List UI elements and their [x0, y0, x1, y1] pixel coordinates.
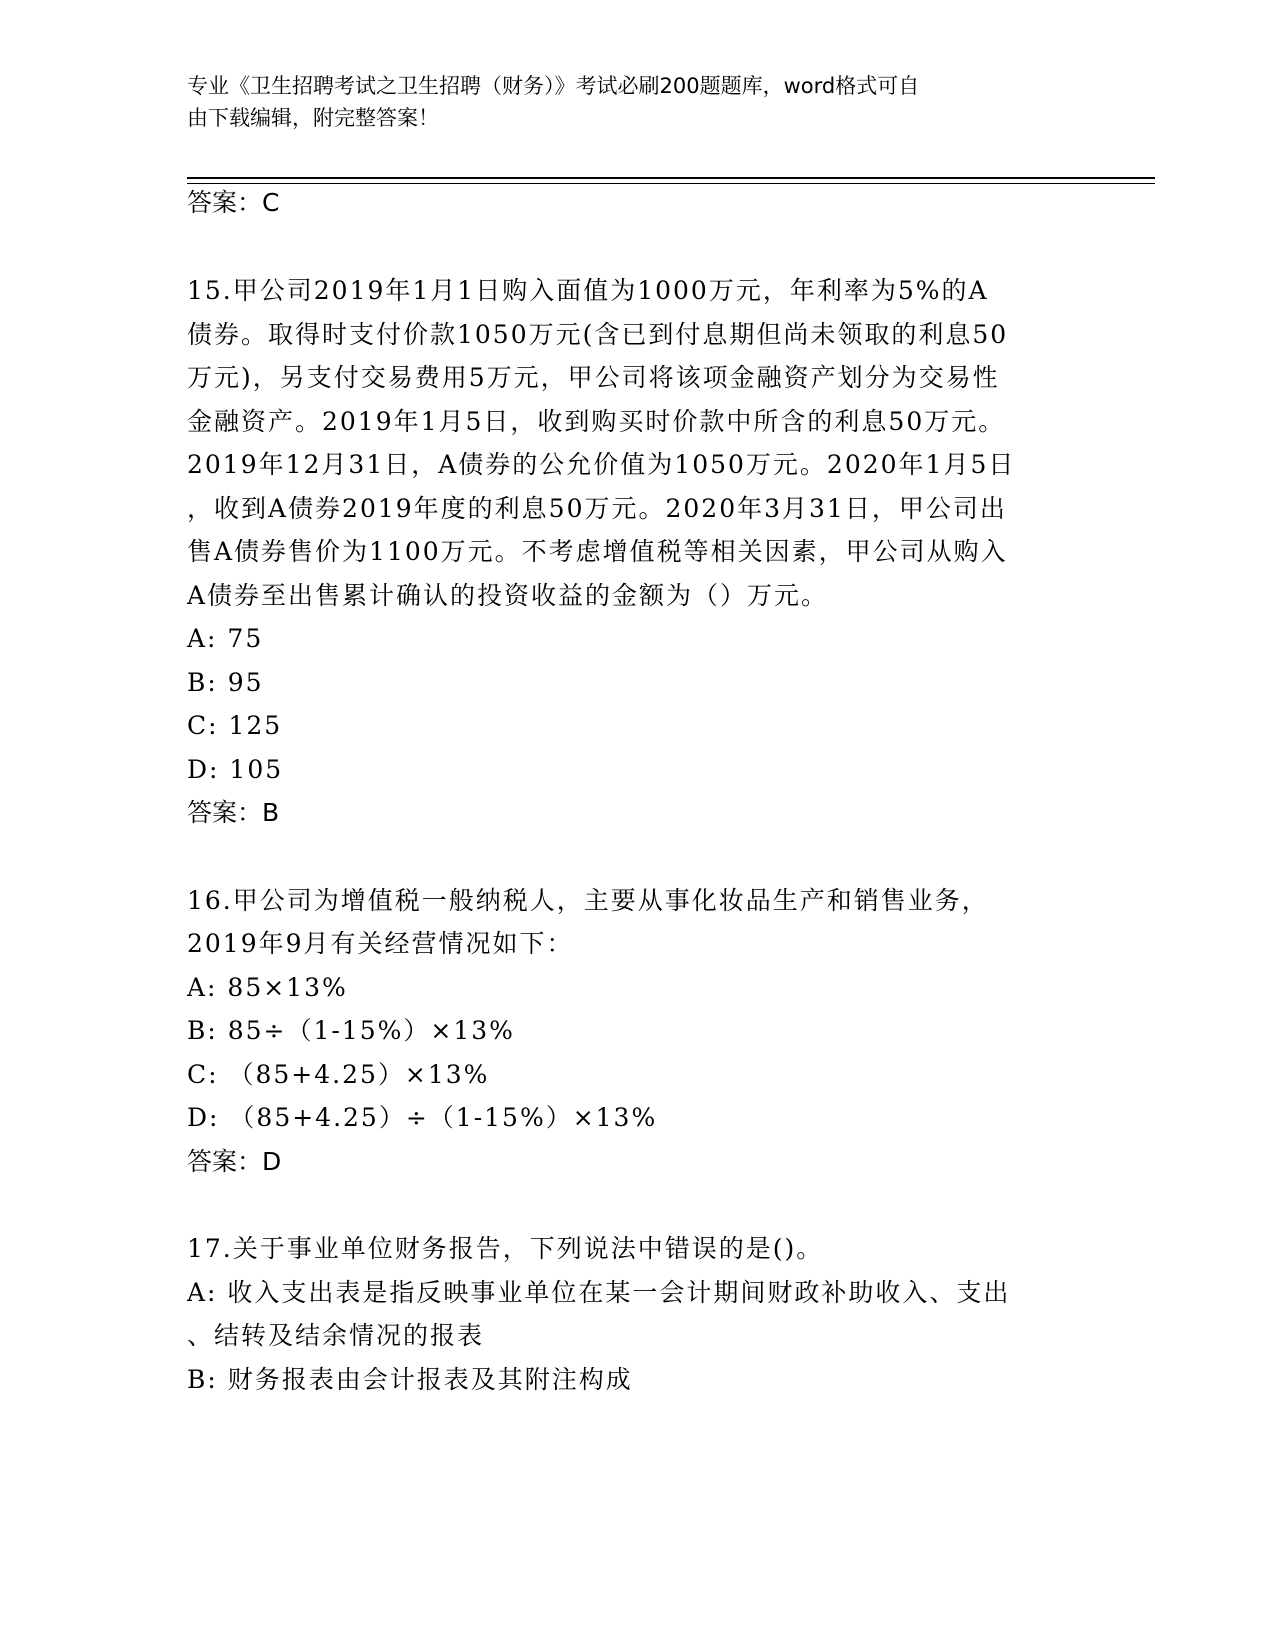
q16-option-d: D: （85+4.25）÷（1-15%）×13%	[187, 1103, 658, 1132]
q16-option-a: A: 85×13%	[187, 973, 348, 1002]
q15-text-line: 2019年12月31日，A债券的公允价值为1050万元。2020年1月5日	[187, 450, 1016, 479]
q17-option-a-line: A: 收入支出表是指反映事业单位在某一会计期间财政补助收入、支出	[187, 1278, 1011, 1307]
page-header	[187, 70, 1087, 134]
q16-option-c: C: （85+4.25）×13%	[187, 1060, 490, 1089]
header-divider-thin	[187, 183, 1155, 184]
q15-text-line: ，收到A债券2019年度的利息50万元。2020年3月31日，甲公司出	[187, 494, 1007, 523]
q17-option-b: B: 财务报表由会计报表及其附注构成	[187, 1365, 633, 1394]
q15-text-line: A债券至出售累计确认的投资收益的金额为（）万元。	[187, 581, 829, 610]
q16-text-line: 2019年9月有关经营情况如下：	[187, 929, 574, 958]
q15-option-b: B: 95	[187, 668, 264, 697]
header-line-1: 专业《卫生招聘考试之卫生招聘（财务）》考试必刷200题题库，word格式可自	[187, 74, 920, 98]
q15-text-line: 金融资产。2019年1月5日，收到购买时价款中所含的利息50万元。	[187, 407, 1006, 436]
q16-option-b: B: 85÷（1-15%）×13%	[187, 1016, 515, 1045]
q15-option-c: C: 125	[187, 711, 283, 740]
q15-option-d: D: 105	[187, 755, 284, 784]
q17-option-a-line: 、结转及结余情况的报表	[187, 1321, 485, 1350]
q16-text-line: 16.甲公司为增值税一般纳税人，主要从事化妆品生产和销售业务，	[187, 886, 989, 915]
previous-answer: 答案：C	[187, 188, 280, 217]
q15-text-line: 万元)，另支付交易费用5万元，甲公司将该项金融资产划分为交易性	[187, 363, 1000, 392]
q17-text-line: 17.关于事业单位财务报告，下列说法中错误的是()。	[187, 1234, 824, 1263]
q15-text-line: 售A债券售价为1100万元。不考虑增值税等相关因素，甲公司从购入	[187, 537, 1008, 566]
header-line-2: 由下载编辑，附完整答案！	[187, 106, 439, 130]
q15-answer: 答案：B	[187, 798, 280, 827]
q16-answer: 答案：D	[187, 1147, 282, 1176]
q15-text-line: 15.甲公司2019年1月1日购入面值为1000万元，年利率为5%的A	[187, 276, 989, 305]
q15-option-a: A: 75	[187, 624, 264, 653]
q15-text-line: 债券。取得时支付价款1050万元(含已到付息期但尚未领取的利息50	[187, 320, 1009, 349]
header-divider-thick	[187, 177, 1155, 179]
